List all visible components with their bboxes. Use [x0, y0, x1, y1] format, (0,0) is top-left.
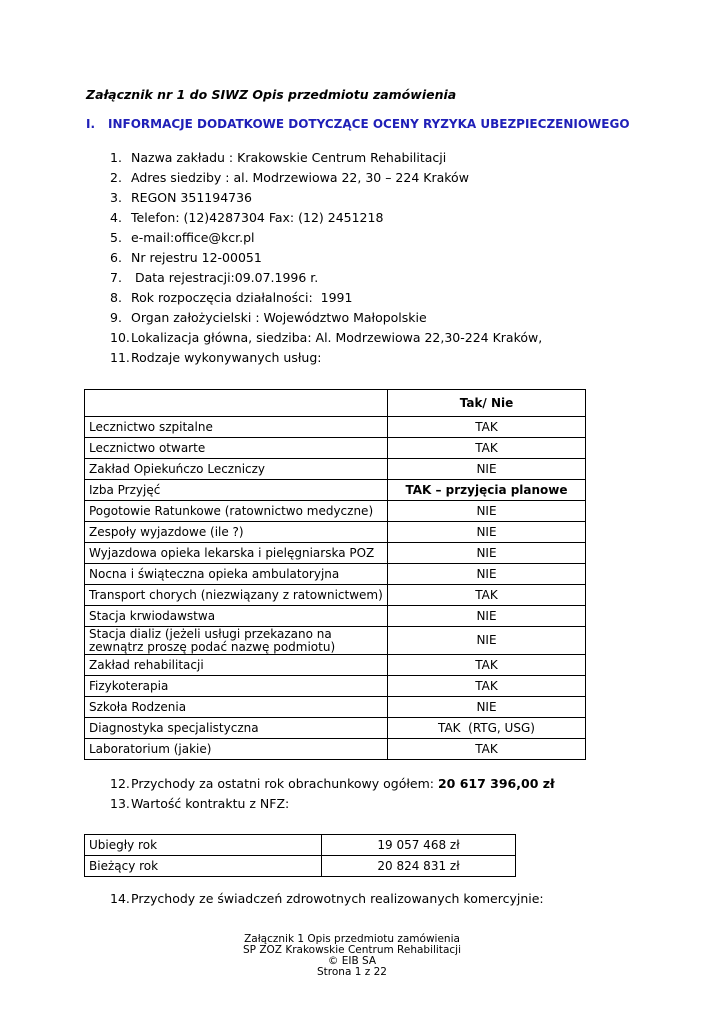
contract-year-cell: Bieżący rok	[85, 856, 322, 877]
service-cell: Zakład rehabilitacji	[85, 655, 388, 676]
section-heading	[86, 117, 630, 131]
contract-value-cell: 20 824 831 zł	[322, 856, 516, 877]
footer-line: SP ZOZ Krakowskie Centrum Rehabilitacji	[243, 944, 461, 956]
list-item-number: 3.	[110, 190, 122, 205]
list-item	[110, 229, 542, 249]
list-item	[110, 269, 542, 289]
service-cell: Diagnostyka specjalistyczna	[85, 718, 388, 739]
list-item	[110, 209, 542, 229]
service-cell: Lecznictwo szpitalne	[85, 417, 388, 438]
list-item-text: Telefon: (12)4287304 Fax: (12) 2451218	[131, 210, 384, 225]
service-cell: Laboratorium (jakie)	[85, 739, 388, 760]
service-cell: Stacja krwiodawstwa	[85, 606, 388, 627]
service-cell: Lecznictwo otwarte	[85, 438, 388, 459]
list-item-text: REGON 351194736	[131, 190, 253, 205]
service-cell: Nocna i świąteczna opieka ambulatoryjna	[85, 564, 388, 585]
table-row	[85, 522, 586, 543]
list-item	[110, 890, 544, 910]
header-cell-service	[85, 390, 388, 417]
value-cell: TAK – przyjęcia planowe	[388, 480, 586, 501]
footer-line: Załącznik 1 Opis przedmiotu zamówienia	[244, 933, 460, 945]
table-row	[85, 718, 586, 739]
contract-value-cell: 19 057 468 zł	[322, 835, 516, 856]
list-item-number: 12.	[110, 776, 130, 791]
list-item	[110, 289, 542, 309]
list-item-number: 2.	[110, 170, 122, 185]
list-item-number: 10.	[110, 330, 130, 345]
table-row	[85, 856, 516, 877]
service-cell: Fizykoterapia	[85, 676, 388, 697]
info-list	[110, 149, 542, 369]
value-cell: TAK	[388, 585, 586, 606]
table-row	[85, 627, 586, 655]
value-cell: NIE	[388, 501, 586, 522]
section-heading-text: INFORMACJE DODATKOWE DOTYCZĄCE OCENY RYZYKA UBEZPIECZENIOWEGO	[108, 117, 630, 131]
value-cell: NIE	[388, 459, 586, 480]
list-item-number: 13.	[110, 796, 130, 811]
list-item-text: Lokalizacja główna, siedziba: Al. Modrzewiowa 22,30-224 Kraków,	[131, 330, 543, 345]
list-item-text: Nazwa zakładu : Krakowskie Centrum Rehabilitacji	[131, 150, 447, 165]
list-item	[110, 349, 542, 369]
list-item-number: 1.	[110, 150, 122, 165]
total-revenue-amount: 20 617 396,00 zł	[437, 776, 555, 791]
value-cell: NIE	[388, 543, 586, 564]
list-item-text: Organ założycielski : Województwo Małopolskie	[131, 310, 427, 325]
header-cell-value: Tak/ Nie	[388, 390, 586, 417]
list-item	[110, 149, 542, 169]
service-cell: Stacja dializ (jeżeli usługi przekazano na zewnątrz proszę podać nazwę podmiotu)	[85, 627, 388, 655]
service-cell: Zespoły wyjazdowe (ile ?)	[85, 522, 388, 543]
list-item-number: 14.	[110, 891, 130, 906]
table-header-row	[85, 390, 586, 417]
list-item-text: e-mail:office@kcr.pl	[131, 230, 255, 245]
table-row	[85, 676, 586, 697]
list-item	[110, 329, 542, 349]
value-cell: TAK (RTG, USG)	[388, 718, 586, 739]
list-item-number: 4.	[110, 210, 122, 225]
value-cell: NIE	[388, 522, 586, 543]
table-row	[85, 459, 586, 480]
list-item	[110, 775, 555, 795]
table-row	[85, 480, 586, 501]
list-item-number: 9.	[110, 310, 122, 325]
service-cell: Izba Przyjęć	[85, 480, 388, 501]
table-row	[85, 697, 586, 718]
value-cell: TAK	[388, 655, 586, 676]
list-item	[110, 249, 542, 269]
list-item	[110, 189, 542, 209]
table-row	[85, 564, 586, 585]
list-item-text: Przychody za ostatni rok obrachunkowy ogółem:	[131, 776, 438, 791]
value-cell: NIE	[388, 697, 586, 718]
list-item-number: 8.	[110, 290, 122, 305]
list-item-text: Przychody ze świadczeń zdrowotnych realizowanych komercyjnie:	[131, 891, 544, 906]
value-cell: TAK	[388, 438, 586, 459]
list-item-text: Rok rozpoczęcia działalności: 1991	[131, 290, 353, 305]
footer-line: © EIB SA	[327, 955, 377, 967]
list-item-number: 6.	[110, 250, 122, 265]
commercial-list	[110, 890, 544, 910]
list-item-text: Data rejestracji:09.07.1996 r.	[131, 270, 319, 285]
page-number: Strona 1 z 22	[317, 966, 387, 978]
list-item-text: Adres siedziby : al. Modrzewiowa 22, 30 – 224 Kraków	[131, 170, 469, 185]
list-item-text: Rodzaje wykonywanych usług:	[131, 350, 322, 365]
table-row	[85, 417, 586, 438]
contract-table	[84, 834, 516, 877]
list-item-number: 11.	[110, 350, 130, 365]
revenue-list	[110, 775, 555, 815]
page-title: Załącznik nr 1 do SIWZ Opis przedmiotu zamówienia	[86, 87, 457, 102]
service-cell: Zakład Opiekuńczo Leczniczy	[85, 459, 388, 480]
table-row	[85, 438, 586, 459]
table-row	[85, 501, 586, 522]
service-cell: Pogotowie Ratunkowe (ratownictwo medyczne)	[85, 501, 388, 522]
value-cell: TAK	[388, 676, 586, 697]
list-item-number: 5.	[110, 230, 122, 245]
service-cell: Wyjazdowa opieka lekarska i pielęgniarska POZ	[85, 543, 388, 564]
value-cell: NIE	[388, 627, 586, 655]
table-row	[85, 585, 586, 606]
table-row	[85, 543, 586, 564]
table-row	[85, 606, 586, 627]
service-cell: Transport chorych (niezwiązany z ratownictwem)	[85, 585, 388, 606]
section-number: I.	[86, 117, 96, 131]
services-table	[84, 389, 586, 760]
table-row	[85, 739, 586, 760]
service-cell: Szkoła Rodzenia	[85, 697, 388, 718]
contract-year-cell: Ubiegły rok	[85, 835, 322, 856]
value-cell: NIE	[388, 564, 586, 585]
value-cell: TAK	[388, 417, 586, 438]
value-cell: TAK	[388, 739, 586, 760]
list-item-text: Nr rejestru 12-00051	[131, 250, 262, 265]
list-item-number: 7.	[110, 270, 122, 285]
table-row	[85, 655, 586, 676]
list-item	[110, 169, 542, 189]
page-footer	[0, 934, 704, 978]
list-item	[110, 309, 542, 329]
value-cell: NIE	[388, 606, 586, 627]
list-item-text: Wartość kontraktu z NFZ:	[131, 796, 290, 811]
list-item	[110, 795, 555, 815]
table-row	[85, 835, 516, 856]
